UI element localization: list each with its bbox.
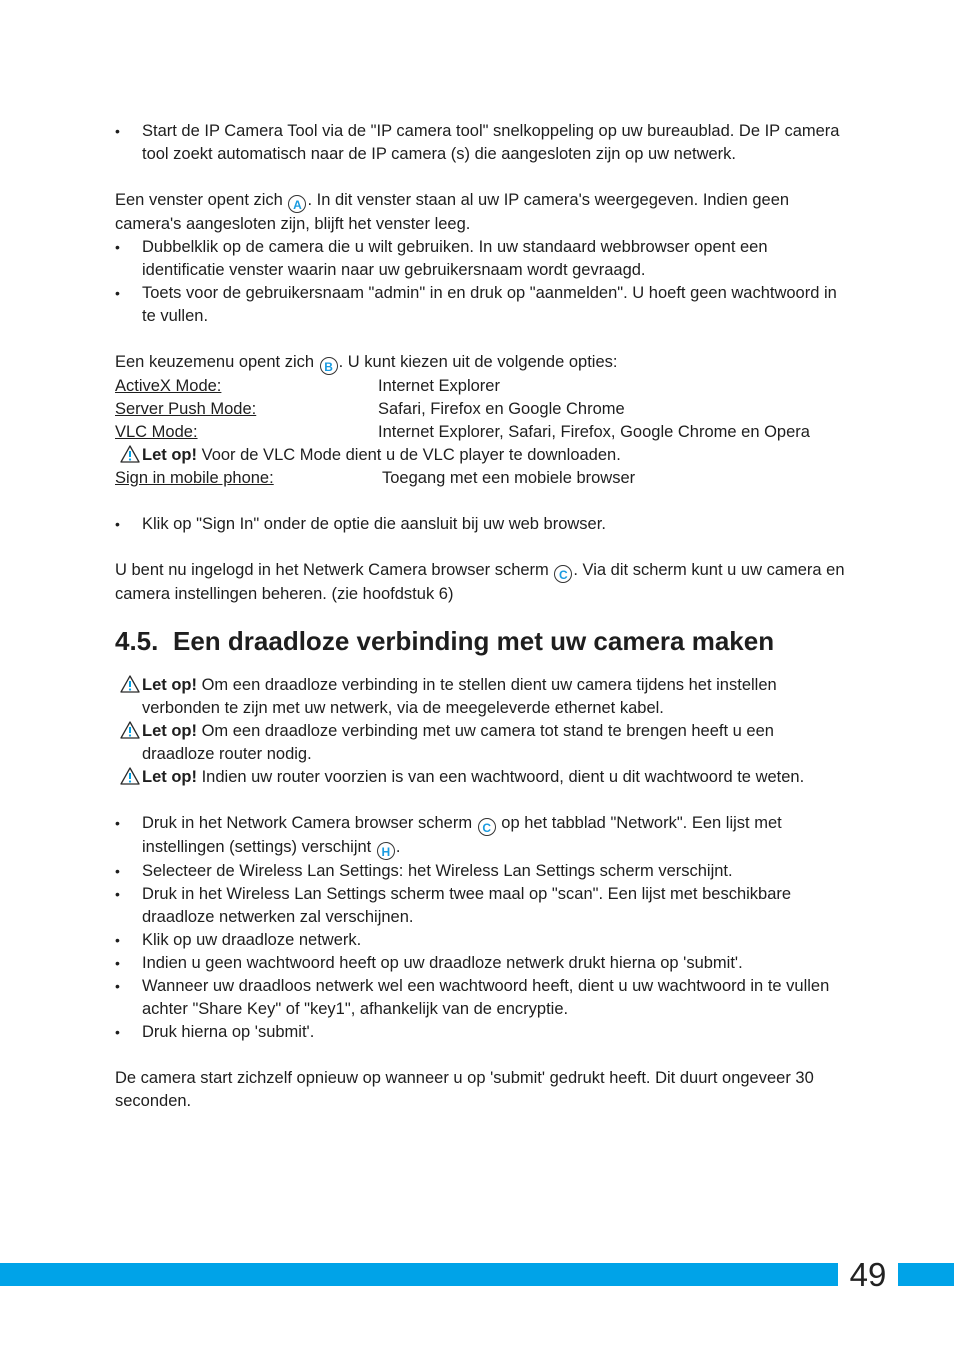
list-item: • Druk in het Wireless Lan Settings scherm twee maal op "scan". Een lijst met beschikbare draadloze netwerken zal verschijnen. <box>115 883 845 929</box>
final-paragraph: De camera start zichzelf opnieuw op wanneer u op 'submit' gedrukt heeft. Dit duurt ongeveer 30 seconden. <box>115 1069 814 1110</box>
mode-row-server-push <box>115 398 845 421</box>
mode-label: ActiveX Mode: <box>115 377 222 395</box>
paragraph-text: U bent nu ingelogd in het Netwerk Camera browser scherm <box>115 561 554 579</box>
warning-label: Let op! <box>142 768 197 786</box>
mode-value: Safari, Firefox en Google Chrome <box>378 400 625 418</box>
warning-item <box>115 674 845 720</box>
bullet-list-3 <box>115 513 845 536</box>
warning-label: Let op! <box>142 722 197 740</box>
mode-row-activex <box>115 375 845 398</box>
callout-c-icon: C <box>478 818 496 836</box>
list-item: • Selecteer de Wireless Lan Settings: het Wireless Lan Settings scherm verschijnt. <box>115 860 845 883</box>
warning-text: Indien uw router voorzien is van een wachtwoord, dient u dit wachtwoord te weten. <box>201 768 805 786</box>
list-item <box>115 812 845 860</box>
paragraph-text: Een venster opent zich <box>115 191 288 209</box>
mode-label: VLC Mode: <box>115 423 198 441</box>
list-item: • Dubbelklik op de camera die u wilt gebruiken. In uw standaard webbrowser opent een identificatie venster waarin naar uw gebruikersnaam wordt gevraagd. <box>115 236 845 282</box>
paragraph-logged-in <box>115 559 845 606</box>
list-item: • Klik op "Sign In" onder de optie die aansluit bij uw web browser. <box>115 513 845 536</box>
mode-row-vlc <box>115 421 845 444</box>
warning-triangle-icon <box>120 767 140 785</box>
section-number: 4.5. <box>115 626 159 656</box>
paragraph-window <box>115 189 845 236</box>
paragraph-menu <box>115 351 845 375</box>
callout-h-icon: H <box>377 842 395 860</box>
mode-label: Server Push Mode: <box>115 400 257 418</box>
list-item: • Klik op uw draadloze netwerk. <box>115 929 845 952</box>
mode-row-mobile <box>115 467 845 490</box>
page-content <box>115 120 845 1113</box>
callout-b-icon: B <box>320 357 338 375</box>
warning-label: Let op! <box>142 446 197 464</box>
section-title: Een draadloze verbinding met uw camera maken <box>173 626 775 656</box>
mode-label: Sign in mobile phone: <box>115 469 274 487</box>
list-item: • Indien u geen wachtwoord heeft op uw draadloze netwerk drukt hierna op 'submit'. <box>115 952 845 975</box>
callout-a-icon: A <box>288 195 306 213</box>
list-item: • Toets voor de gebruikersnaam "admin" in en druk op "aanmelden". U hoeft geen wachtwoord in te vullen. <box>115 282 845 328</box>
warning-item <box>115 720 845 766</box>
mode-value: Toegang met een mobiele browser <box>382 469 636 487</box>
list-item: • Start de IP Camera Tool via de "IP camera tool" snelkoppeling op uw bureaublad. De IP camera tool zoekt automatisch naar de IP camera (s) die aangesloten zijn op uw netwerk. <box>115 120 845 166</box>
warning-text: Om een draadloze verbinding met uw camera tot stand te brengen heeft u een draadloze router nodig. <box>142 722 774 763</box>
warning-label: Let op! <box>142 676 197 694</box>
warning-vlc <box>115 444 845 467</box>
callout-c-icon: C <box>554 565 572 583</box>
bullet-list-1 <box>115 120 845 166</box>
bullet-list-4 <box>115 812 845 1044</box>
warning-text: Voor de VLC Mode dient u de VLC player te downloaden. <box>201 446 621 464</box>
mode-value: Internet Explorer <box>378 377 500 395</box>
section-heading <box>115 624 845 658</box>
bullet-list-2 <box>115 236 845 328</box>
paragraph-text: . In dit venster staan al uw IP camera's weergegeven. Indien geen camera's aangesloten zijn, blijft het venster leeg. <box>115 191 790 233</box>
list-item-text: . <box>395 838 401 856</box>
paragraph-text: . U kunt kiezen uit de volgende opties: <box>338 353 618 371</box>
list-item: • Wanneer uw draadloos netwerk wel een wachtwoord heeft, dient u uw wachtwoord in te vullen achter "Share Key" of "key1", afhankelijk van de encryptie. <box>115 975 845 1021</box>
warning-item <box>115 766 845 789</box>
warning-triangle-icon <box>120 445 140 463</box>
warning-text: Om een draadloze verbinding in te stellen dient uw camera tijdens het instellen verbonden te zijn met uw netwerk, via de meegeleverde ethernet kabel. <box>142 676 777 717</box>
warning-triangle-icon <box>120 721 140 739</box>
mode-value: Internet Explorer, Safari, Firefox, Google Chrome en Opera <box>378 423 810 441</box>
page-number: 49 <box>838 1255 898 1295</box>
list-item: • Druk hierna op 'submit'. <box>115 1021 845 1044</box>
footer-bar <box>0 1263 954 1286</box>
warning-triangle-icon <box>120 675 140 693</box>
paragraph-text: Een keuzemenu opent zich <box>115 353 319 371</box>
list-item-text: Druk in het Network Camera browser scherm <box>142 814 477 832</box>
list-item-text: op het tabblad "Network". Een lijst met instellingen (settings) verschijnt <box>142 814 782 856</box>
paragraph-text: . Via dit scherm kunt u uw camera en camera instellingen beheren. (zie hoofdstuk 6) <box>115 561 845 603</box>
